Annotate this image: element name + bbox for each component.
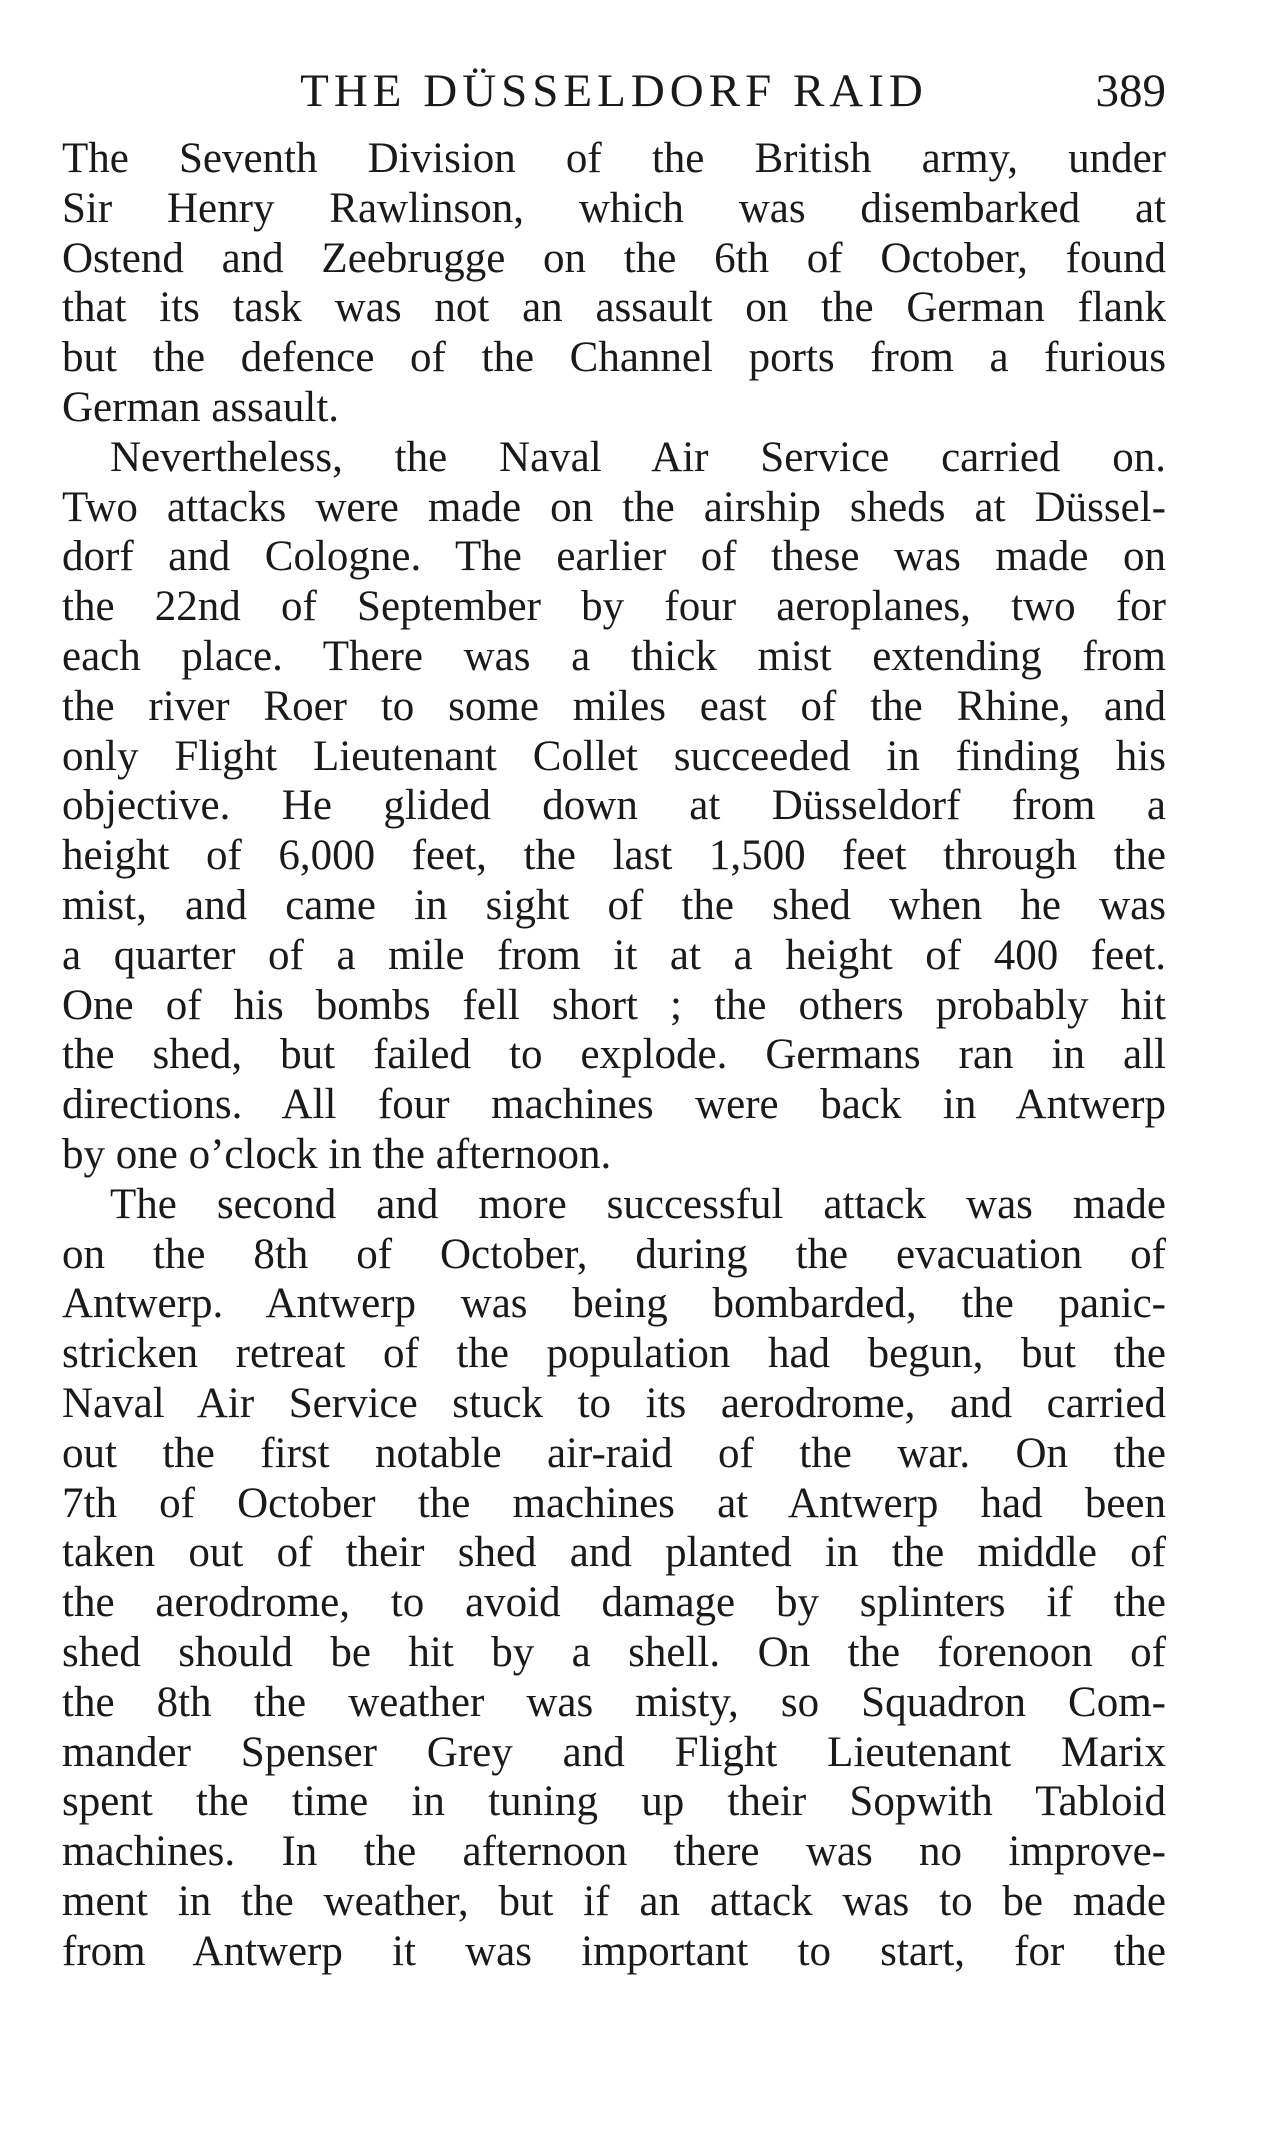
text-line: German assault. <box>62 383 340 431</box>
text-line: stricken retreat of the population had begun, but the <box>62 1330 1166 1378</box>
text-line: by one o’clock in the afternoon. <box>62 1130 612 1178</box>
text-line: that its task was not an assault on the German flank <box>62 284 1166 332</box>
body-text <box>62 134 1166 1976</box>
text-line: mist, and came in sight of the shed when he was <box>62 881 1166 929</box>
text-line: ment in the weather, but if an attack was to be made <box>62 1877 1166 1925</box>
page-number: 389 <box>1095 65 1166 117</box>
text-line: from Antwerp it was important to start, for the <box>62 1927 1166 1975</box>
text-line: 7th of October the machines at Antwerp had been <box>62 1479 1166 1527</box>
running-head <box>62 58 1166 124</box>
running-title: THE DÜSSELDORF RAID <box>300 65 928 117</box>
text-line: the 22nd of September by four aeroplanes, two for <box>62 583 1166 631</box>
text-line: the river Roer to some miles east of the Rhine, and <box>62 682 1166 730</box>
text-line: spent the time in tuning up their Sopwith Tabloid <box>62 1778 1166 1826</box>
text-line: but the defence of the Channel ports from a furious <box>62 334 1166 382</box>
paragraph-3 <box>62 1180 1166 1977</box>
text-line: Naval Air Service stuck to its aerodrome, and carried <box>62 1379 1166 1427</box>
text-line: the aerodrome, to avoid damage by splinters if the <box>62 1579 1166 1627</box>
text-line: machines. In the afternoon there was no improve- <box>62 1828 1166 1876</box>
text-line: Ostend and Zeebrugge on the 6th of October, found <box>62 234 1166 282</box>
text-line: taken out of their shed and planted in the middle of <box>62 1529 1166 1577</box>
text-line: The second and more successful attack was made <box>110 1180 1166 1228</box>
text-line: The Seventh Division of the British army, under <box>62 135 1166 182</box>
text-line: the shed, but failed to explode. Germans ran in all <box>62 1031 1166 1079</box>
paragraph-1 <box>62 134 1166 433</box>
text-line: dorf and Cologne. The earlier of these was made on <box>62 533 1166 581</box>
text-line: Two attacks were made on the airship sheds at Düssel- <box>62 483 1166 531</box>
text-line: out the first notable air-raid of the war. On the <box>62 1429 1166 1477</box>
text-line: Antwerp. Antwerp was being bombarded, the panic- <box>62 1280 1166 1328</box>
text-line: Sir Henry Rawlinson, which was disembarked at <box>62 184 1166 232</box>
paragraph-2 <box>62 433 1166 1180</box>
text-line: each place. There was a thick mist extending from <box>62 632 1166 680</box>
text-line: Nevertheless, the Naval Air Service carried on. <box>110 433 1166 481</box>
text-line: shed should be hit by a shell. On the forenoon of <box>62 1628 1166 1676</box>
text-line: mander Spenser Grey and Flight Lieutenant Marix <box>62 1728 1166 1776</box>
text-line: a quarter of a mile from it at a height of 400 feet. <box>62 931 1166 979</box>
text-line: One of his bombs fell short ; the others probably hit <box>62 981 1166 1029</box>
text-line: objective. He glided down at Düsseldorf from a <box>62 782 1166 830</box>
text-line: on the 8th of October, during the evacuation of <box>62 1230 1166 1278</box>
text-line: height of 6,000 feet, the last 1,500 feet through the <box>62 832 1166 880</box>
text-line: directions. All four machines were back in Antwerp <box>62 1081 1166 1129</box>
text-line: the 8th the weather was misty, so Squadron Com- <box>62 1678 1166 1726</box>
text-line: only Flight Lieutenant Collet succeeded in finding his <box>62 732 1166 780</box>
